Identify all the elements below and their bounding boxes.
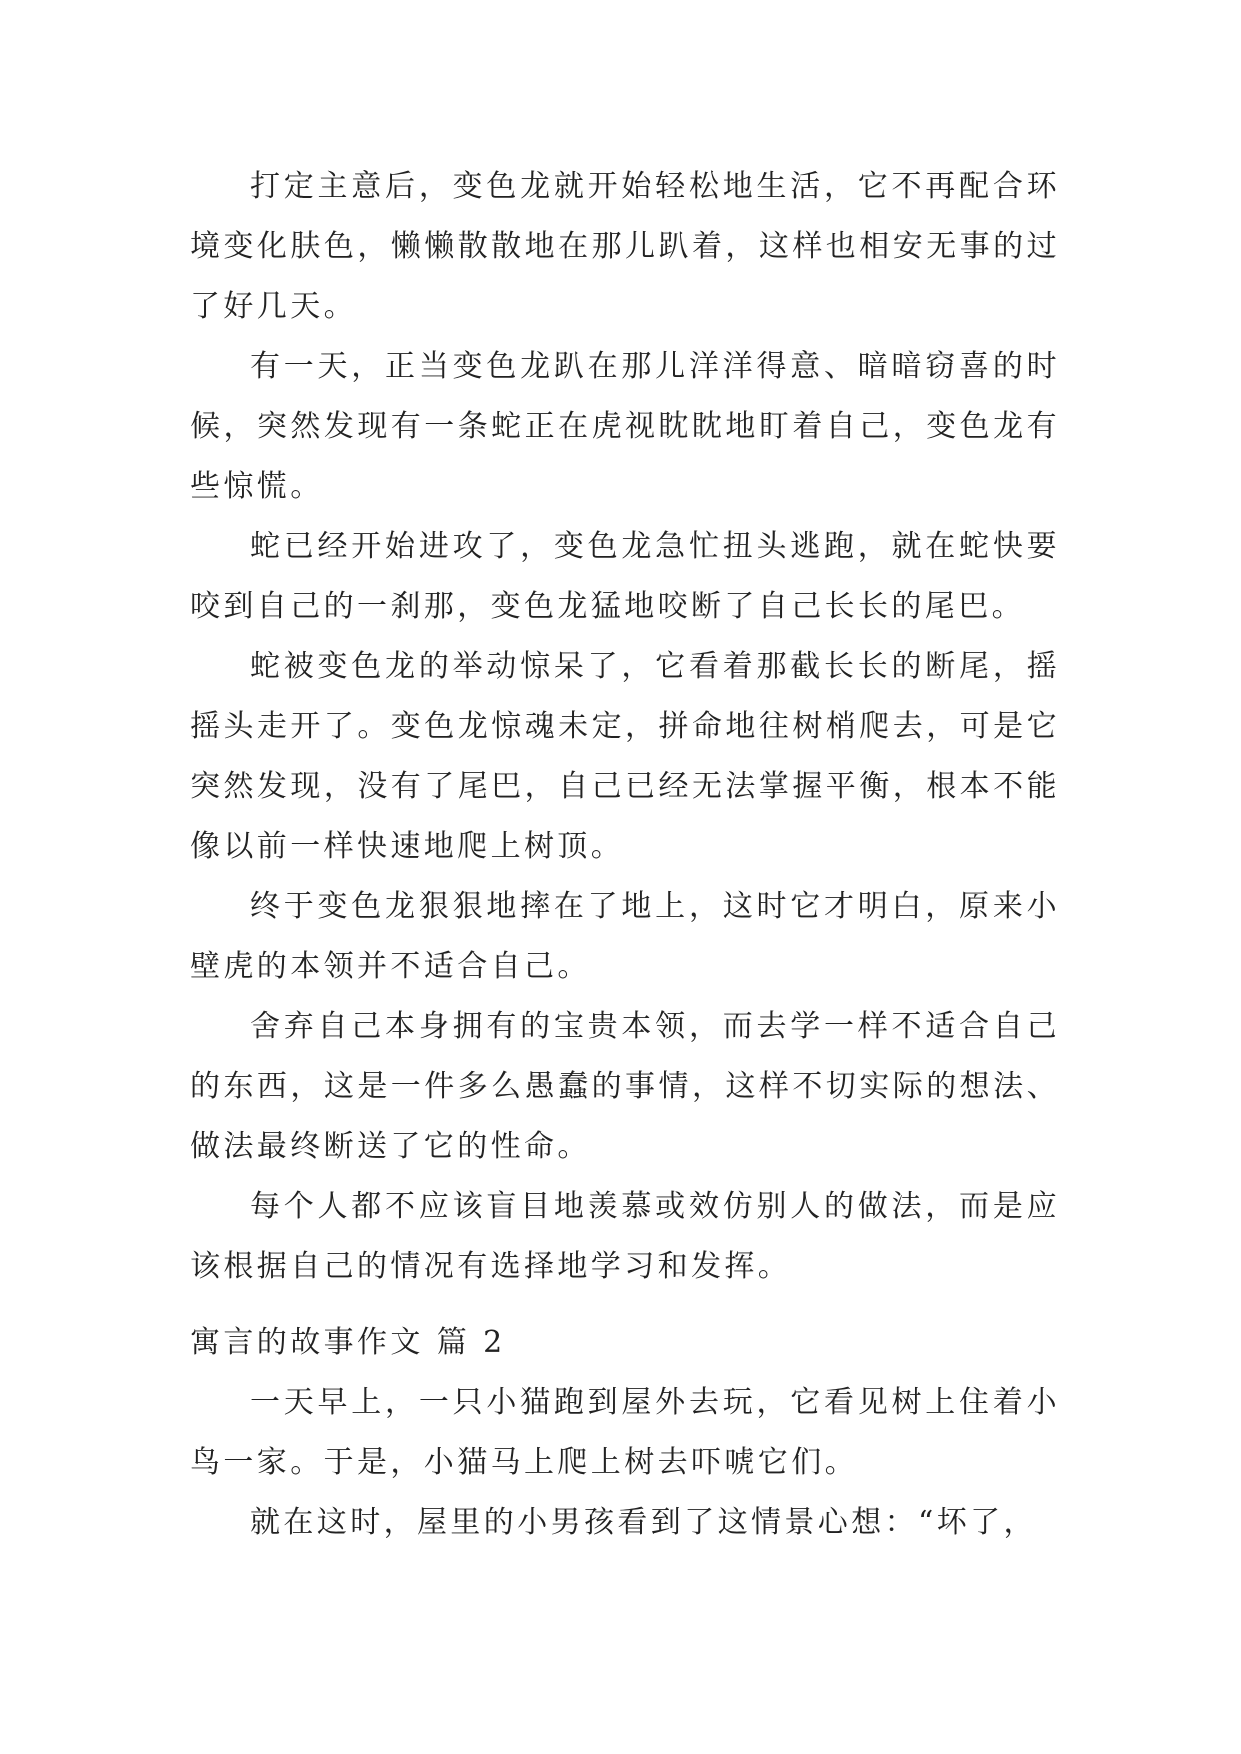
story-2-body (190, 1313, 1060, 1553)
story-2-paragraph-1: 一天早上，一只小猫跑到屋外去玩，它看见树上住着小鸟一家。于是，小猫马上爬上树去吓唬它们。 (190, 1385, 1060, 1480)
story-1-paragraph-5: 终于变色龙狠狠地摔在了地上，这时它才明白，原来小壁虎的本领并不适合自己。 (190, 889, 1060, 984)
story-2-paragraph-2: 就在这时，屋里的小男孩看到了这情景心想：“坏了， (250, 1505, 1037, 1540)
story-1-paragraph-6: 舍弃自己本身拥有的宝贵本领，而去学一样不适合自己的东西，这是一件多么愚蠢的事情，这样不切实际的想法、做法最终断送了它的性命。 (190, 1009, 1060, 1164)
story-1-paragraph-7: 每个人都不应该盲目地羡慕或效仿别人的做法，而是应该根据自己的情况有选择地学习和发挥。 (190, 1189, 1060, 1284)
story-1-paragraph-3: 蛇已经开始进攻了，变色龙急忙扭头逃跑，就在蛇快要咬到自己的一刹那，变色龙猛地咬断了自己长长的尾巴。 (190, 529, 1060, 624)
story-1-paragraph-2: 有一天，正当变色龙趴在那儿洋洋得意、暗暗窃喜的时候，突然发现有一条蛇正在虎视眈眈地盯着自己，变色龙有些惊慌。 (190, 349, 1060, 504)
story-1-paragraph-1: 打定主意后，变色龙就开始轻松地生活，它不再配合环境变化肤色，懒懒散散地在那儿趴着，这样也相安无事的过了好几天。 (190, 169, 1060, 324)
story-1-body (190, 157, 1060, 1297)
story-2-heading: 寓言的故事作文 篇 2 (190, 1325, 506, 1360)
story-1-paragraph-4: 蛇被变色龙的举动惊呆了，它看着那截长长的断尾，摇摇头走开了。变色龙惊魂未定，拼命地往树梢爬去，可是它突然发现，没有了尾巴，自己已经无法掌握平衡，根本不能像以前一样快速地爬上树顶。 (190, 649, 1060, 864)
